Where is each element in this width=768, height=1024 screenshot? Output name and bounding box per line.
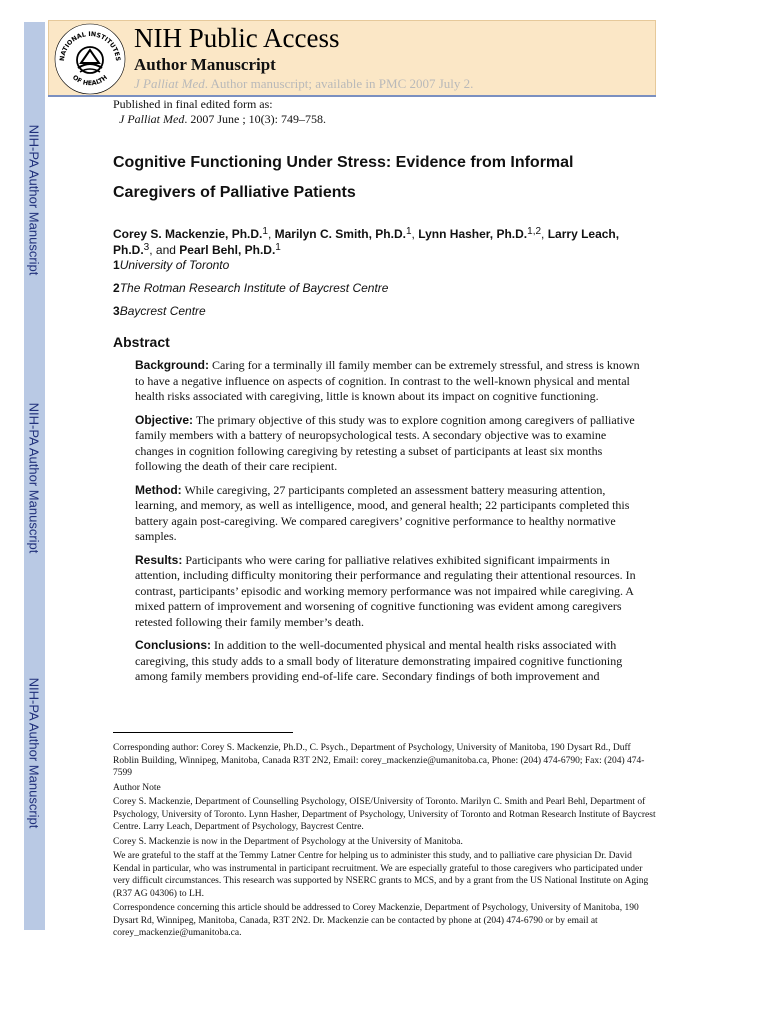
logo-text-top: NATIONAL INSTITUTES <box>58 30 122 62</box>
author-manuscript-label: Author Manuscript <box>134 55 276 74</box>
abstract-conclusions: Conclusions: In addition to the well-documented physical and mental health risks associated with caregiving, this study adds to a small body of literature demonstrating impaired cognitive functioning among family members providing end-of-life care. Secondary findings of both improvement and <box>135 638 623 683</box>
article-title: Cognitive Functioning Under Stress: Evidence from Informal Caregivers of Palliative Patients <box>113 154 574 201</box>
author-name: Larry Leach, Ph.D. <box>113 227 620 257</box>
footnote-author-note-heading: Author Note <box>113 782 161 793</box>
logo-text-bottom: OF HEALTH <box>71 74 109 88</box>
footnotes <box>113 742 658 942</box>
article-content <box>113 97 643 685</box>
footnote-divider <box>113 732 293 733</box>
author-name: Pearl Behl, Ph.D. <box>179 243 276 257</box>
abstract-objective: Objective: The primary objective of this study was to explore cognition among caregivers of palliative family members with a battery of neuropsychological tests. A secondary objective was to examine changes in cognition following caregiving by retesting a subset of participants at least six months following the death of their care recipient. <box>135 412 635 473</box>
affiliation: 1University of Toronto <box>113 258 230 272</box>
author-name: Corey S. Mackenzie, Ph.D. <box>113 227 263 241</box>
nih-header <box>48 20 656 96</box>
footnote-current-address: Corey S. Mackenzie is now in the Department of Psychology at the University of Manitoba. <box>113 836 463 847</box>
publication-citation: J Palliat Med. 2007 June ; 10(3): 749–758. <box>119 112 326 126</box>
footnote-acknowledgments: We are grateful to the staff at the Temmy Latner Centre for helping us to administer this study, and to palliative care physician Dr. David Kendal in particular, who was instrumental in participant recruitment. We are especially grateful to those caregivers who participated under very difficult circumstances. This research was supported by NSERC grants to MCS, and by a grant from the US National Institute on Aging (R37 AG 04306) to LH. <box>113 851 649 899</box>
abstract-results: Results: Participants who were caring for palliative relatives exhibited significant impairments in attention, including difficulty monitoring their performance and regulating their attentional resources. In contrast, participants’ episodic and working memory performance was not impaired while caregiving. A mixed pattern of improvement and worsening of cognitive functioning was evident among caregivers retested following their family member’s death. <box>135 552 636 629</box>
affiliation: 3Baycrest Centre <box>113 304 206 318</box>
abstract-background: Background: Caring for a terminally ill family member can be extremely stressful, and stress is known to have a negative influence on aspects of cognition. In contrast to the well-known physical and mental health risks associated with caregiving, little is known about its impact on cognitive functioning. <box>135 358 640 403</box>
footnote-correspondence: Correspondence concerning this article should be addressed to Corey Mackenzie, Department of Psychology, University of Manitoba, 190 Dysart Rd, Winnipeg, Manitoba, Canada, R3T 2N2. Dr. Mackenzie can be contacted by phone at (204) 474-6790 or by email at corey_mackenzie@umanitoba.ca. <box>113 903 639 938</box>
footnote-corresponding-author: Corresponding author: Corey S. Mackenzie, Ph.D., C. Psych., Department of Psychology, University of Manitoba, 190 Dysart Rd., Duff Roblin Building, Winnipeg, Manitoba, Canada R3T 2N2, Email: corey_mackenzie@umanitoba.ca, Phone: (204) 474-6790; Fax: (204) 474-7599 <box>113 743 645 778</box>
publication-intro: Published in final edited form as: <box>113 97 273 111</box>
nih-logo-icon <box>53 22 127 96</box>
abstract-heading: Abstract <box>113 334 170 350</box>
affiliation: 2The Rotman Research Institute of Baycrest Centre <box>113 281 389 295</box>
author-name: Marilyn C. Smith, Ph.D. <box>274 227 406 241</box>
nih-public-access-title: NIH Public Access <box>134 23 340 53</box>
header-citation: J Palliat Med. Author manuscript; available in PMC 2007 July 2. <box>134 76 474 91</box>
footnote-affiliations: Corey S. Mackenzie, Department of Counselling Psychology, OISE/University of Toronto. Marilyn C. Smith and Pearl Behl, Department of Psychology, University of Toronto. Lynn Hasher, Department of Psychology, University of Toronto and Rotman Research Institute of Baycrest Centre. Larry Leach, Department of Psychology, Baycrest Centre. <box>113 797 656 832</box>
author-name: Lynn Hasher, Ph.D. <box>418 227 528 241</box>
abstract-method: Method: While caregiving, 27 participants completed an assessment battery measuring attention, learning, and memory, as well as intelligence, mood, and general health; 22 participants completed this battery again post-caregiving. We compared caregivers’ cognitive performance to healthy normative samples. <box>135 482 630 543</box>
author-list: Corey S. Mackenzie, Ph.D.$^1$, Marilyn C. Smith, Ph.D.$^1$, Lynn Hasher, Ph.D.$^{1,2}$, Larry Leach, Ph.D.$^3$, and Pearl Behl, Ph.D.$^1$ <box>113 226 620 257</box>
